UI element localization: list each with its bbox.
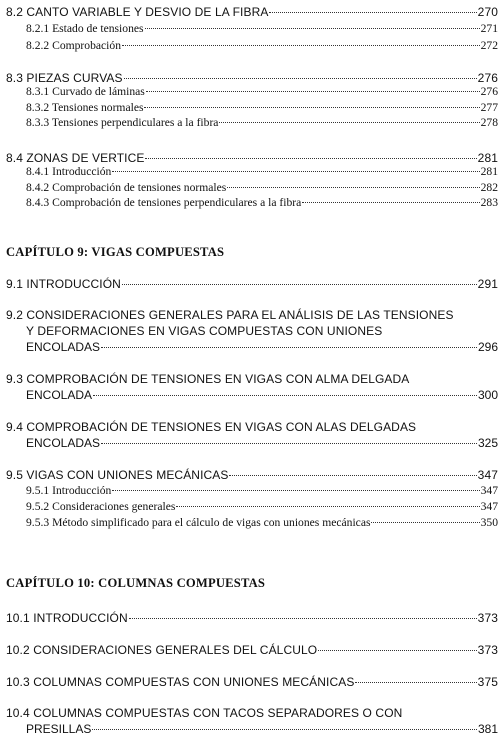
dot-leader <box>229 474 476 476</box>
toc-entry-title: ENCOLADAS <box>26 340 101 354</box>
toc-entry-title: 10.1 INTRODUCCIÓN <box>6 611 128 625</box>
toc-entry <box>0 387 498 403</box>
toc-entry-title: ENCOLADA <box>26 388 93 402</box>
toc-entry <box>0 435 498 451</box>
toc-entry <box>0 4 498 20</box>
toc-entry <box>0 499 498 515</box>
toc-entry-title: 8.2.2 Comprobación <box>26 39 121 52</box>
dot-leader <box>269 11 476 13</box>
page-number: 350 <box>480 516 498 529</box>
toc-entry-title: 8.2.1 Estado de tensiones <box>26 22 144 35</box>
toc-entry-title: 9.5.2 Consideraciones generales <box>26 500 176 513</box>
toc-entry-title: 8.2 CANTO VARIABLE Y DESVIO DE LA FIBRA <box>6 5 269 19</box>
toc-entry <box>0 180 498 196</box>
toc-entry <box>0 84 498 100</box>
dot-leader <box>219 121 479 123</box>
dot-leader <box>355 681 476 683</box>
toc-entry <box>0 674 498 690</box>
page-number: 271 <box>480 22 498 35</box>
toc-entry-title: 8.3.1 Curvado de láminas <box>26 85 145 98</box>
toc-entry <box>0 276 498 292</box>
toc-entry <box>0 164 498 180</box>
toc-entry-title: 10.2 CONSIDERACIONES GENERALES DEL CÁLCULO <box>6 643 318 657</box>
toc-entry-title: 9.5.1 Introducción <box>26 484 112 497</box>
page-number: 296 <box>477 340 498 354</box>
toc-entry <box>0 467 498 483</box>
dot-leader <box>318 649 476 651</box>
toc-entry-title: 8.4.3 Comprobación de tensiones perpendiculares a la fibra <box>26 196 302 209</box>
page-number: 373 <box>477 643 498 657</box>
page-number: 272 <box>480 39 498 52</box>
dot-leader <box>144 106 479 108</box>
dot-leader <box>122 44 480 46</box>
page-number: 291 <box>477 277 498 291</box>
dot-leader <box>145 27 480 29</box>
dot-leader <box>93 394 477 396</box>
dot-leader <box>129 617 477 619</box>
chapter-heading: CAPÍTULO 9: VIGAS COMPUESTAS <box>6 245 225 259</box>
dot-leader <box>101 442 477 444</box>
dot-leader <box>146 90 480 92</box>
toc-entry-title: 9.3 COMPROBACIÓN DE TENSIONES EN VIGAS CON ALMA DELGADA <box>6 372 410 386</box>
page-number: 347 <box>480 484 498 497</box>
toc-entry <box>0 721 498 737</box>
dot-leader <box>227 186 479 188</box>
dot-leader <box>101 346 477 348</box>
toc-entry <box>0 515 498 531</box>
page-number: 381 <box>477 722 498 736</box>
toc-entry-title: PRESILLAS <box>26 722 92 736</box>
toc-entry <box>0 642 498 658</box>
toc-entry-title: 8.3.2 Tensiones normales <box>26 101 144 114</box>
toc-entry-title: 8.3.3 Tensiones perpendiculares a la fibra <box>26 116 219 129</box>
toc-entry-title: 9.4 COMPROBACIÓN DE TENSIONES EN VIGAS CON ALAS DELGADAS <box>6 420 417 434</box>
dot-leader <box>122 283 477 285</box>
page-number: 281 <box>477 151 498 165</box>
page-number: 277 <box>480 101 498 114</box>
dot-leader <box>176 505 479 507</box>
toc-entry-line <box>0 419 504 435</box>
page-number: 347 <box>477 468 498 482</box>
dot-leader <box>371 521 479 523</box>
dot-leader <box>92 728 477 730</box>
toc-entry-title: 8.4.2 Comprobación de tensiones normales <box>26 181 227 194</box>
toc-entry-title: 10.4 COLUMNAS COMPUESTAS CON TACOS SEPARADORES O CON <box>6 706 403 720</box>
dot-leader <box>302 201 479 203</box>
toc-entry-title: 9.2 CONSIDERACIONES GENERALES PARA EL ANÁLISIS DE LAS TENSIONES <box>6 308 454 322</box>
toc-entry <box>0 610 498 626</box>
dot-leader <box>145 157 476 159</box>
toc-entry-line <box>0 371 504 387</box>
dot-leader <box>112 170 479 172</box>
page-number: 373 <box>477 611 498 625</box>
toc-entry <box>0 483 498 499</box>
dot-leader <box>124 77 477 79</box>
toc-entry-line <box>0 307 504 323</box>
toc-entry-line <box>0 323 504 339</box>
toc-entry <box>0 100 498 116</box>
toc-entry-title: 9.5.3 Método simplificado para el cálculo de vigas con uniones mecánicas <box>26 516 371 529</box>
toc-entry-title: 8.4.1 Introducción <box>26 165 112 178</box>
page-number: 281 <box>480 165 498 178</box>
toc-entry-line <box>0 705 504 721</box>
page-number: 278 <box>480 116 498 129</box>
toc-entry-title: 8.3 PIEZAS CURVAS <box>6 71 123 85</box>
page-number: 270 <box>477 5 498 19</box>
dot-leader <box>112 489 479 491</box>
page-number: 300 <box>477 388 498 402</box>
toc-entry <box>0 21 498 37</box>
toc-entry-title: ENCOLADAS <box>26 436 101 450</box>
page-number: 283 <box>480 196 498 209</box>
page-number: 325 <box>477 436 498 450</box>
toc-entry <box>0 339 498 355</box>
chapter-heading: CAPÍTULO 10: COLUMNAS COMPUESTAS <box>6 576 266 590</box>
toc-entry-title: 9.5 VIGAS CON UNIONES MECÁNICAS <box>6 468 229 482</box>
toc-entry-title: 10.3 COLUMNAS COMPUESTAS CON UNIONES MECÁNICAS <box>6 675 355 689</box>
page-number: 347 <box>480 500 498 513</box>
page-number: 375 <box>477 675 498 689</box>
toc-entry <box>0 38 498 54</box>
toc-entry-title: Y DEFORMACIONES EN VIGAS COMPUESTAS CON UNIONES <box>26 324 383 338</box>
page-number: 282 <box>480 181 498 194</box>
toc-entry <box>0 195 498 211</box>
toc-entry <box>0 115 498 131</box>
page-number: 276 <box>477 71 498 85</box>
page-number: 276 <box>480 85 498 98</box>
toc-entry-title: 9.1 INTRODUCCIÓN <box>6 277 121 291</box>
toc-entry-title: 8.4 ZONAS DE VERTICE <box>6 151 145 165</box>
